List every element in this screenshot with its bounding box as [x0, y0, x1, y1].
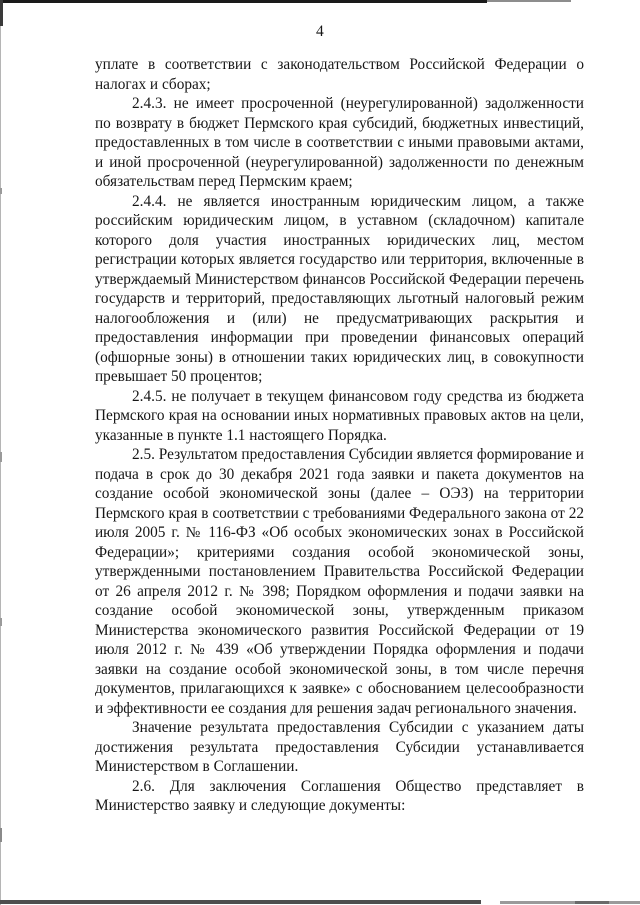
scan-edge-bottom-mark: [575, 901, 609, 904]
scan-edge-bottom-fade: [500, 901, 640, 904]
paragraph-2-6: 2.6. Для заключения Соглашения Общество представляет в Министерство заявку и следующие документы:: [95, 777, 584, 814]
paragraph-2-4-3: 2.4.3. не имеет просроченной (неурегулированной) задолженности по возврату в бюджет Пермского края субсидий, бюджетных инвестиций, предоставленных в том числе в соответствии с иными правовыми актами, и иной просроченной (неурегулированной) задолженности по денежным обязательствам перед Пермским краем;: [95, 95, 584, 190]
paragraph-2-5: 2.5. Результатом предоставления Субсидии является формирование и подача в срок до 30 декабря 2021 года заявки и пакета документов на создание особой экономической зоны (далее – ОЭЗ) на территории Пермского края в соответствии с требованиями Федерального закона от 22 июля 2005 г. № 116-ФЗ «Об особых экономических зонах в Российской Федерации»; критериями создания особой экономической зоны, утвержденными постановлением Правительства Российской Федерации от 26 апреля 2012 г. № 398; Порядком оформления и подачи заявки на создание особой экономической зоны, утвержденным приказом Министерства экономического развития Российской Федерации от 19 июля 2012 г. № 439 «Об утверждении Порядка оформления и подачи заявки на создание особой экономической зоны, в том числе перечня документов, прилагающихся к заявке» с обоснованием целесообразности и эффективности ее создания для решения задач регионального значения.: [95, 446, 584, 717]
scan-edge-top-fade: [487, 0, 571, 2]
paragraph: уплате в соответствии с законодательством Российской Федерации о налогах и сборах;: [95, 56, 584, 93]
scan-edge-top: [0, 0, 487, 3]
scan-edge-bottom: [0, 900, 481, 904]
scan-speck: [0, 188, 2, 194]
scan-speck: [0, 452, 2, 462]
paragraph-2-4-5: 2.4.5. не получает в текущем финансовом году средства из бюджета Пермского края на основании иных нормативных правовых актов на цели, указанные в пункте 1.1 настоящего Порядка.: [95, 387, 584, 444]
page-number: 4: [315, 23, 325, 40]
scan-edge-left-corner: [0, 0, 3, 26]
document-body: [95, 55, 584, 816]
paragraph-result-value: Значение результата предоставления Субсидии с указанием даты достижения результата предоставления Субсидии устанавливается Министерством в Соглашении.: [95, 719, 584, 775]
scan-speck: [0, 618, 2, 626]
scan-speck: [0, 828, 2, 842]
paragraph-2-4-4: 2.4.4. не является иностранным юридическим лицом, а также российским юридическим лицом, в уставном (складочном) капитале которого доля участия иностранных юридических лиц, местом регистрации которых является государство или территория, включенные в утверждаемый Министерством финансов Российской Федерации перечень государств и территорий, предоставляющих льготный налоговый режим налогообложения и (или) не предусматривающих раскрытия и предоставления информации при проведении финансовых операций (офшорные зоны) в отношении таких юридических лиц, в совокупности превышает 50 процентов;: [95, 192, 584, 385]
